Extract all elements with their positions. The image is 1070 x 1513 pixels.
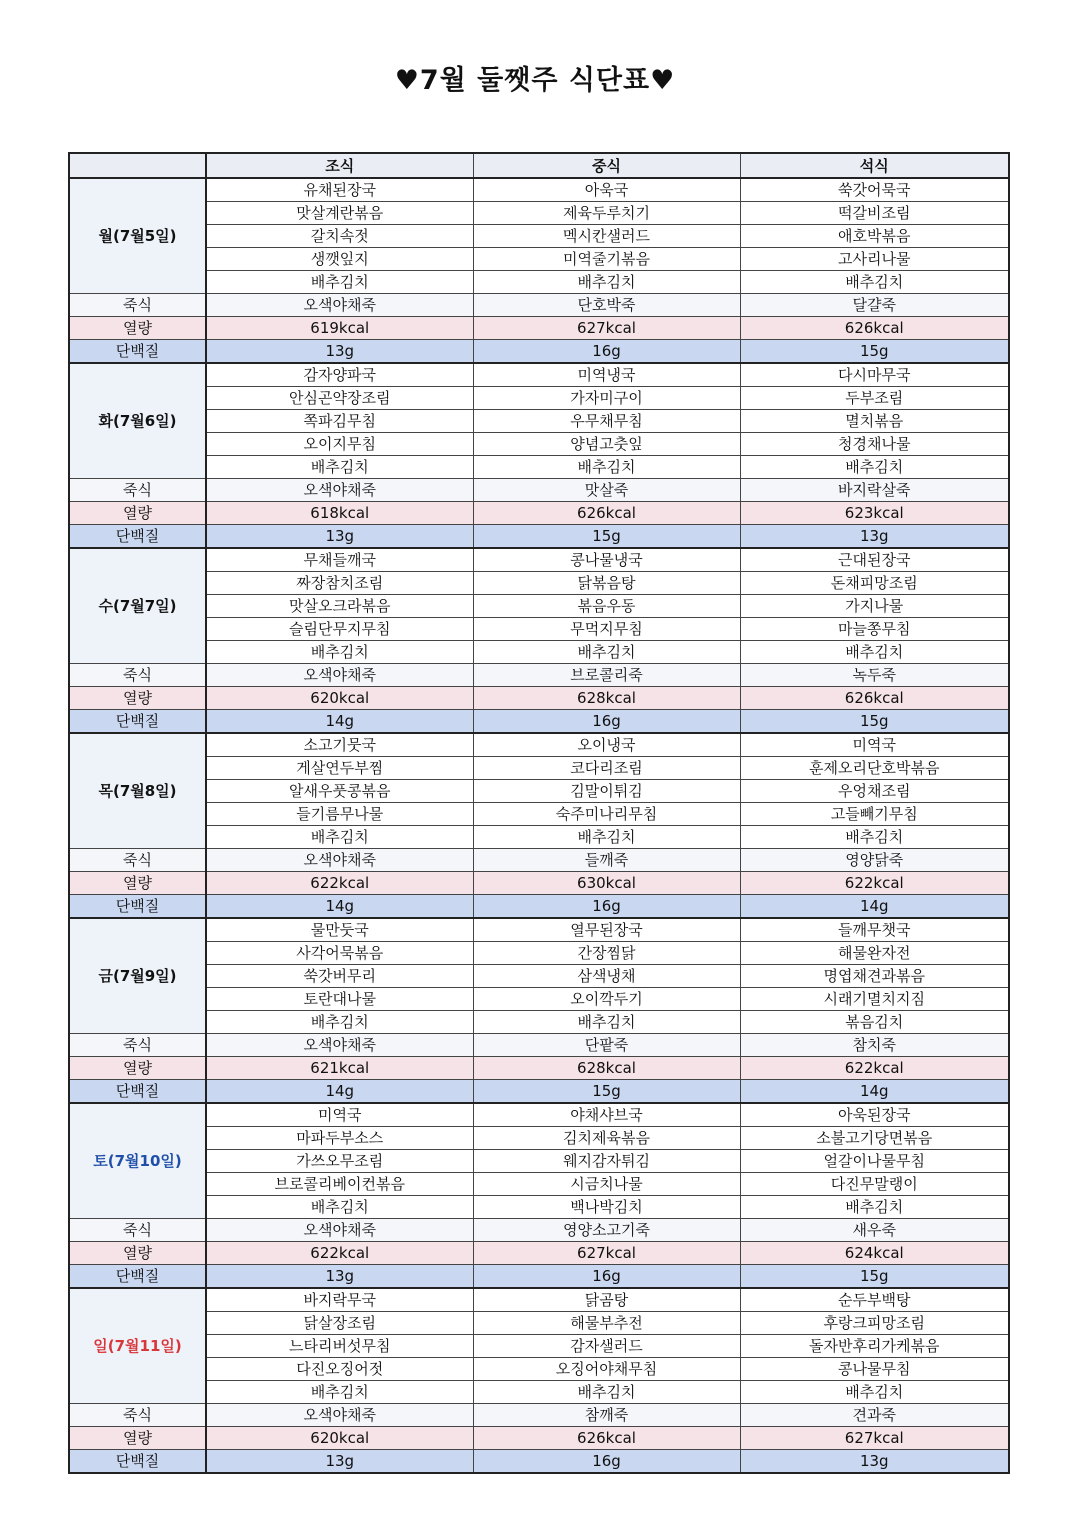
- porridge-row-label: 죽식: [69, 1034, 206, 1057]
- dinner-calories: 627kcal: [740, 1427, 1009, 1450]
- lunch-protein: 16g: [473, 1265, 740, 1289]
- breakfast-dish: 브로콜리베이컨볶음: [206, 1173, 473, 1196]
- dish-row: [69, 988, 1009, 1011]
- header-dinner: 석식: [740, 153, 1009, 178]
- dish-row: [69, 918, 1009, 942]
- dinner-dish: 떡갈비조림: [740, 202, 1009, 225]
- lunch-dish: 콩나물냉국: [473, 548, 740, 572]
- protein-row-label: 단백질: [69, 710, 206, 734]
- lunch-dish: 양념고춧잎: [473, 433, 740, 456]
- breakfast-calories: 619kcal: [206, 317, 473, 340]
- protein-row: [69, 710, 1009, 734]
- lunch-dish: 무먹지무침: [473, 618, 740, 641]
- lunch-porridge: 영양소고기죽: [473, 1219, 740, 1242]
- lunch-dish: 삼색냉채: [473, 965, 740, 988]
- breakfast-calories: 621kcal: [206, 1057, 473, 1080]
- dinner-calories: 623kcal: [740, 502, 1009, 525]
- calories-row: [69, 1427, 1009, 1450]
- dish-row: [69, 548, 1009, 572]
- breakfast-dish: 배추김치: [206, 456, 473, 479]
- dinner-calories: 622kcal: [740, 872, 1009, 895]
- breakfast-dish: 소고기뭇국: [206, 733, 473, 757]
- dish-row: [69, 803, 1009, 826]
- lunch-dish: 해물부추전: [473, 1312, 740, 1335]
- breakfast-dish: 바지락무국: [206, 1288, 473, 1312]
- dinner-dish: 배추김치: [740, 456, 1009, 479]
- lunch-dish: 백나박김치: [473, 1196, 740, 1219]
- breakfast-porridge: 오색야채죽: [206, 664, 473, 687]
- header-corner: [69, 153, 206, 178]
- dish-row: [69, 942, 1009, 965]
- breakfast-dish: 배추김치: [206, 641, 473, 664]
- dinner-protein: 14g: [740, 895, 1009, 919]
- dish-row: [69, 641, 1009, 664]
- protein-row: [69, 340, 1009, 364]
- dish-row: [69, 1173, 1009, 1196]
- dinner-dish: 우엉채조림: [740, 780, 1009, 803]
- lunch-dish: 배추김치: [473, 641, 740, 664]
- dish-row: [69, 757, 1009, 780]
- lunch-calories: 626kcal: [473, 1427, 740, 1450]
- dinner-dish: 가지나물: [740, 595, 1009, 618]
- calories-row: [69, 317, 1009, 340]
- protein-row-label: 단백질: [69, 895, 206, 919]
- porridge-row-label: 죽식: [69, 664, 206, 687]
- dish-row: [69, 178, 1009, 202]
- day-label: 수(7월7일): [69, 548, 206, 664]
- breakfast-protein: 13g: [206, 525, 473, 549]
- breakfast-calories: 622kcal: [206, 872, 473, 895]
- lunch-calories: 627kcal: [473, 317, 740, 340]
- lunch-calories: 630kcal: [473, 872, 740, 895]
- lunch-porridge: 맛살죽: [473, 479, 740, 502]
- dinner-porridge: 녹두죽: [740, 664, 1009, 687]
- dinner-calories: 626kcal: [740, 687, 1009, 710]
- lunch-porridge: 단팥죽: [473, 1034, 740, 1057]
- lunch-dish: 멕시칸샐러드: [473, 225, 740, 248]
- lunch-dish: 배추김치: [473, 271, 740, 294]
- header-row: [69, 153, 1009, 178]
- dinner-protein: 15g: [740, 1265, 1009, 1289]
- breakfast-dish: 토란대나물: [206, 988, 473, 1011]
- dish-row: [69, 965, 1009, 988]
- protein-row: [69, 525, 1009, 549]
- dinner-dish: 멸치볶음: [740, 410, 1009, 433]
- calories-row: [69, 687, 1009, 710]
- breakfast-protein: 14g: [206, 895, 473, 919]
- protein-row-label: 단백질: [69, 340, 206, 364]
- dish-row: [69, 618, 1009, 641]
- breakfast-dish: 게살연두부찜: [206, 757, 473, 780]
- lunch-dish: 배추김치: [473, 1011, 740, 1034]
- dinner-porridge: 견과죽: [740, 1404, 1009, 1427]
- dish-row: [69, 1358, 1009, 1381]
- dish-row: [69, 202, 1009, 225]
- breakfast-dish: 배추김치: [206, 1381, 473, 1404]
- dinner-dish: 훈제오리단호박볶음: [740, 757, 1009, 780]
- dish-row: [69, 1288, 1009, 1312]
- protein-row-label: 단백질: [69, 1450, 206, 1474]
- calories-row-label: 열량: [69, 502, 206, 525]
- dish-row: [69, 1103, 1009, 1127]
- dinner-dish: 배추김치: [740, 826, 1009, 849]
- breakfast-dish: 마파두부소스: [206, 1127, 473, 1150]
- dinner-dish: 고사리나물: [740, 248, 1009, 271]
- dish-row: [69, 410, 1009, 433]
- lunch-dish: 간장찜닭: [473, 942, 740, 965]
- breakfast-porridge: 오색야채죽: [206, 1404, 473, 1427]
- day-label: 금(7월9일): [69, 918, 206, 1034]
- dinner-calories: 622kcal: [740, 1057, 1009, 1080]
- lunch-dish: 배추김치: [473, 826, 740, 849]
- lunch-dish: 오징어야채무침: [473, 1358, 740, 1381]
- lunch-protein: 15g: [473, 525, 740, 549]
- breakfast-porridge: 오색야채죽: [206, 294, 473, 317]
- lunch-calories: 626kcal: [473, 502, 740, 525]
- breakfast-dish: 배추김치: [206, 271, 473, 294]
- breakfast-dish: 무채들깨국: [206, 548, 473, 572]
- dinner-dish: 후랑크피망조림: [740, 1312, 1009, 1335]
- lunch-dish: 닭곰탕: [473, 1288, 740, 1312]
- dinner-dish: 쑥갓어묵국: [740, 178, 1009, 202]
- dish-row: [69, 387, 1009, 410]
- lunch-dish: 시금치나물: [473, 1173, 740, 1196]
- porridge-row: [69, 1034, 1009, 1057]
- header-lunch: 중식: [473, 153, 740, 178]
- protein-row-label: 단백질: [69, 1265, 206, 1289]
- breakfast-dish: 맛살계란볶음: [206, 202, 473, 225]
- dinner-dish: 명엽채견과볶음: [740, 965, 1009, 988]
- porridge-row: [69, 849, 1009, 872]
- dinner-dish: 들깨무챗국: [740, 918, 1009, 942]
- breakfast-dish: 느타리버섯무침: [206, 1335, 473, 1358]
- day-label: 목(7월8일): [69, 733, 206, 849]
- dinner-dish: 아욱된장국: [740, 1103, 1009, 1127]
- dinner-dish: 청경채나물: [740, 433, 1009, 456]
- porridge-row: [69, 1404, 1009, 1427]
- dinner-dish: 콩나물무침: [740, 1358, 1009, 1381]
- dish-row: [69, 1381, 1009, 1404]
- calories-row-label: 열량: [69, 1427, 206, 1450]
- dish-row: [69, 595, 1009, 618]
- dinner-protein: 15g: [740, 340, 1009, 364]
- breakfast-dish: 미역국: [206, 1103, 473, 1127]
- breakfast-calories: 620kcal: [206, 1427, 473, 1450]
- dinner-porridge: 바지락살죽: [740, 479, 1009, 502]
- dish-row: [69, 433, 1009, 456]
- dinner-dish: 다진무말랭이: [740, 1173, 1009, 1196]
- lunch-protein: 16g: [473, 895, 740, 919]
- calories-row-label: 열량: [69, 317, 206, 340]
- breakfast-dish: 알새우풋콩볶음: [206, 780, 473, 803]
- breakfast-calories: 620kcal: [206, 687, 473, 710]
- lunch-dish: 오이깍두기: [473, 988, 740, 1011]
- porridge-row: [69, 1219, 1009, 1242]
- porridge-row: [69, 664, 1009, 687]
- dinner-protein: 13g: [740, 525, 1009, 549]
- dinner-dish: 배추김치: [740, 641, 1009, 664]
- lunch-dish: 숙주미나리무침: [473, 803, 740, 826]
- calories-row-label: 열량: [69, 872, 206, 895]
- breakfast-dish: 오이지무침: [206, 433, 473, 456]
- dinner-dish: 미역국: [740, 733, 1009, 757]
- breakfast-protein: 13g: [206, 1450, 473, 1474]
- breakfast-dish: 감자양파국: [206, 363, 473, 387]
- day-label: 화(7월6일): [69, 363, 206, 479]
- porridge-row-label: 죽식: [69, 294, 206, 317]
- breakfast-protein: 14g: [206, 1080, 473, 1104]
- dinner-calories: 624kcal: [740, 1242, 1009, 1265]
- breakfast-dish: 물만둣국: [206, 918, 473, 942]
- lunch-calories: 627kcal: [473, 1242, 740, 1265]
- porridge-row-label: 죽식: [69, 849, 206, 872]
- lunch-dish: 오이냉국: [473, 733, 740, 757]
- dinner-dish: 애호박볶음: [740, 225, 1009, 248]
- dinner-porridge: 달걀죽: [740, 294, 1009, 317]
- lunch-dish: 제육두루치기: [473, 202, 740, 225]
- dinner-dish: 배추김치: [740, 1196, 1009, 1219]
- lunch-dish: 웨지감자튀김: [473, 1150, 740, 1173]
- dinner-dish: 시래기멸치지짐: [740, 988, 1009, 1011]
- calories-row-label: 열량: [69, 687, 206, 710]
- lunch-dish: 우무채무침: [473, 410, 740, 433]
- lunch-dish: 아욱국: [473, 178, 740, 202]
- breakfast-dish: 맛살오크라볶음: [206, 595, 473, 618]
- dinner-dish: 얼갈이나물무침: [740, 1150, 1009, 1173]
- dish-row: [69, 1150, 1009, 1173]
- lunch-dish: 김말이튀김: [473, 780, 740, 803]
- dinner-dish: 마늘쫑무침: [740, 618, 1009, 641]
- dinner-protein: 15g: [740, 710, 1009, 734]
- dinner-dish: 근대된장국: [740, 548, 1009, 572]
- dish-row: [69, 456, 1009, 479]
- dinner-dish: 배추김치: [740, 271, 1009, 294]
- breakfast-porridge: 오색야채죽: [206, 849, 473, 872]
- lunch-dish: 미역줄기볶음: [473, 248, 740, 271]
- lunch-dish: 배추김치: [473, 456, 740, 479]
- dinner-dish: 소불고기당면볶음: [740, 1127, 1009, 1150]
- dish-row: [69, 271, 1009, 294]
- lunch-dish: 닭볶음탕: [473, 572, 740, 595]
- breakfast-protein: 13g: [206, 1265, 473, 1289]
- lunch-protein: 15g: [473, 1080, 740, 1104]
- breakfast-porridge: 오색야채죽: [206, 1219, 473, 1242]
- breakfast-dish: 배추김치: [206, 1196, 473, 1219]
- breakfast-calories: 618kcal: [206, 502, 473, 525]
- breakfast-protein: 13g: [206, 340, 473, 364]
- day-label: 토(7월10일): [69, 1103, 206, 1219]
- calories-row-label: 열량: [69, 1242, 206, 1265]
- breakfast-porridge: 오색야채죽: [206, 479, 473, 502]
- breakfast-dish: 가쓰오무조림: [206, 1150, 473, 1173]
- dinner-dish: 볶음김치: [740, 1011, 1009, 1034]
- dish-row: [69, 826, 1009, 849]
- dish-row: [69, 1335, 1009, 1358]
- lunch-dish: 배추김치: [473, 1381, 740, 1404]
- dinner-dish: 돈채피망조림: [740, 572, 1009, 595]
- calories-row: [69, 872, 1009, 895]
- dish-row: [69, 225, 1009, 248]
- lunch-protein: 16g: [473, 340, 740, 364]
- meal-plan-table: [68, 152, 1010, 1474]
- dinner-calories: 626kcal: [740, 317, 1009, 340]
- breakfast-porridge: 오색야채죽: [206, 1034, 473, 1057]
- breakfast-dish: 들기름무나물: [206, 803, 473, 826]
- breakfast-protein: 14g: [206, 710, 473, 734]
- lunch-dish: 볶음우동: [473, 595, 740, 618]
- calories-row-label: 열량: [69, 1057, 206, 1080]
- lunch-porridge: 참깨죽: [473, 1404, 740, 1427]
- dinner-dish: 해물완자전: [740, 942, 1009, 965]
- lunch-porridge: 단호박죽: [473, 294, 740, 317]
- dinner-dish: 순두부백탕: [740, 1288, 1009, 1312]
- breakfast-dish: 닭살장조림: [206, 1312, 473, 1335]
- dinner-dish: 고들빼기무침: [740, 803, 1009, 826]
- dinner-dish: 두부조림: [740, 387, 1009, 410]
- breakfast-dish: 배추김치: [206, 1011, 473, 1034]
- protein-row: [69, 1265, 1009, 1289]
- dish-row: [69, 1196, 1009, 1219]
- lunch-dish: 감자샐러드: [473, 1335, 740, 1358]
- breakfast-dish: 슬림단무지무침: [206, 618, 473, 641]
- lunch-dish: 김치제육볶음: [473, 1127, 740, 1150]
- dinner-dish: 배추김치: [740, 1381, 1009, 1404]
- protein-row: [69, 895, 1009, 919]
- breakfast-dish: 다진오징어젓: [206, 1358, 473, 1381]
- dinner-protein: 13g: [740, 1450, 1009, 1474]
- dish-row: [69, 363, 1009, 387]
- calories-row: [69, 1057, 1009, 1080]
- porridge-row: [69, 479, 1009, 502]
- porridge-row-label: 죽식: [69, 479, 206, 502]
- dish-row: [69, 1312, 1009, 1335]
- breakfast-dish: 배추김치: [206, 826, 473, 849]
- porridge-row-label: 죽식: [69, 1404, 206, 1427]
- dinner-protein: 14g: [740, 1080, 1009, 1104]
- dinner-dish: 다시마무국: [740, 363, 1009, 387]
- dish-row: [69, 1127, 1009, 1150]
- breakfast-dish: 생깻잎지: [206, 248, 473, 271]
- lunch-protein: 16g: [473, 1450, 740, 1474]
- day-label: 월(7월5일): [69, 178, 206, 294]
- page-title: ♥7월 둘쨋주 식단표♥: [394, 65, 676, 96]
- lunch-dish: 야채샤브국: [473, 1103, 740, 1127]
- porridge-row: [69, 294, 1009, 317]
- header-breakfast: 조식: [206, 153, 473, 178]
- porridge-row-label: 죽식: [69, 1219, 206, 1242]
- protein-row: [69, 1450, 1009, 1474]
- breakfast-dish: 안심곤약장조림: [206, 387, 473, 410]
- breakfast-calories: 622kcal: [206, 1242, 473, 1265]
- dish-row: [69, 733, 1009, 757]
- lunch-dish: 미역냉국: [473, 363, 740, 387]
- calories-row: [69, 1242, 1009, 1265]
- lunch-dish: 코다리조림: [473, 757, 740, 780]
- dish-row: [69, 248, 1009, 271]
- breakfast-dish: 쪽파김무침: [206, 410, 473, 433]
- dinner-porridge: 새우죽: [740, 1219, 1009, 1242]
- protein-row-label: 단백질: [69, 1080, 206, 1104]
- protein-row: [69, 1080, 1009, 1104]
- dish-row: [69, 572, 1009, 595]
- dinner-dish: 돌자반후리가케볶음: [740, 1335, 1009, 1358]
- dinner-porridge: 영양닭죽: [740, 849, 1009, 872]
- dish-row: [69, 780, 1009, 803]
- lunch-calories: 628kcal: [473, 1057, 740, 1080]
- lunch-calories: 628kcal: [473, 687, 740, 710]
- lunch-porridge: 들깨죽: [473, 849, 740, 872]
- calories-row: [69, 502, 1009, 525]
- lunch-dish: 가자미구이: [473, 387, 740, 410]
- protein-row-label: 단백질: [69, 525, 206, 549]
- lunch-dish: 열무된장국: [473, 918, 740, 942]
- breakfast-dish: 갈치속젓: [206, 225, 473, 248]
- dish-row: [69, 1011, 1009, 1034]
- lunch-protein: 16g: [473, 710, 740, 734]
- breakfast-dish: 짜장참치조림: [206, 572, 473, 595]
- breakfast-dish: 쑥갓버무리: [206, 965, 473, 988]
- dinner-porridge: 참치죽: [740, 1034, 1009, 1057]
- breakfast-dish: 사각어묵볶음: [206, 942, 473, 965]
- lunch-porridge: 브로콜리죽: [473, 664, 740, 687]
- day-label: 일(7월11일): [69, 1288, 206, 1404]
- breakfast-dish: 유채된장국: [206, 178, 473, 202]
